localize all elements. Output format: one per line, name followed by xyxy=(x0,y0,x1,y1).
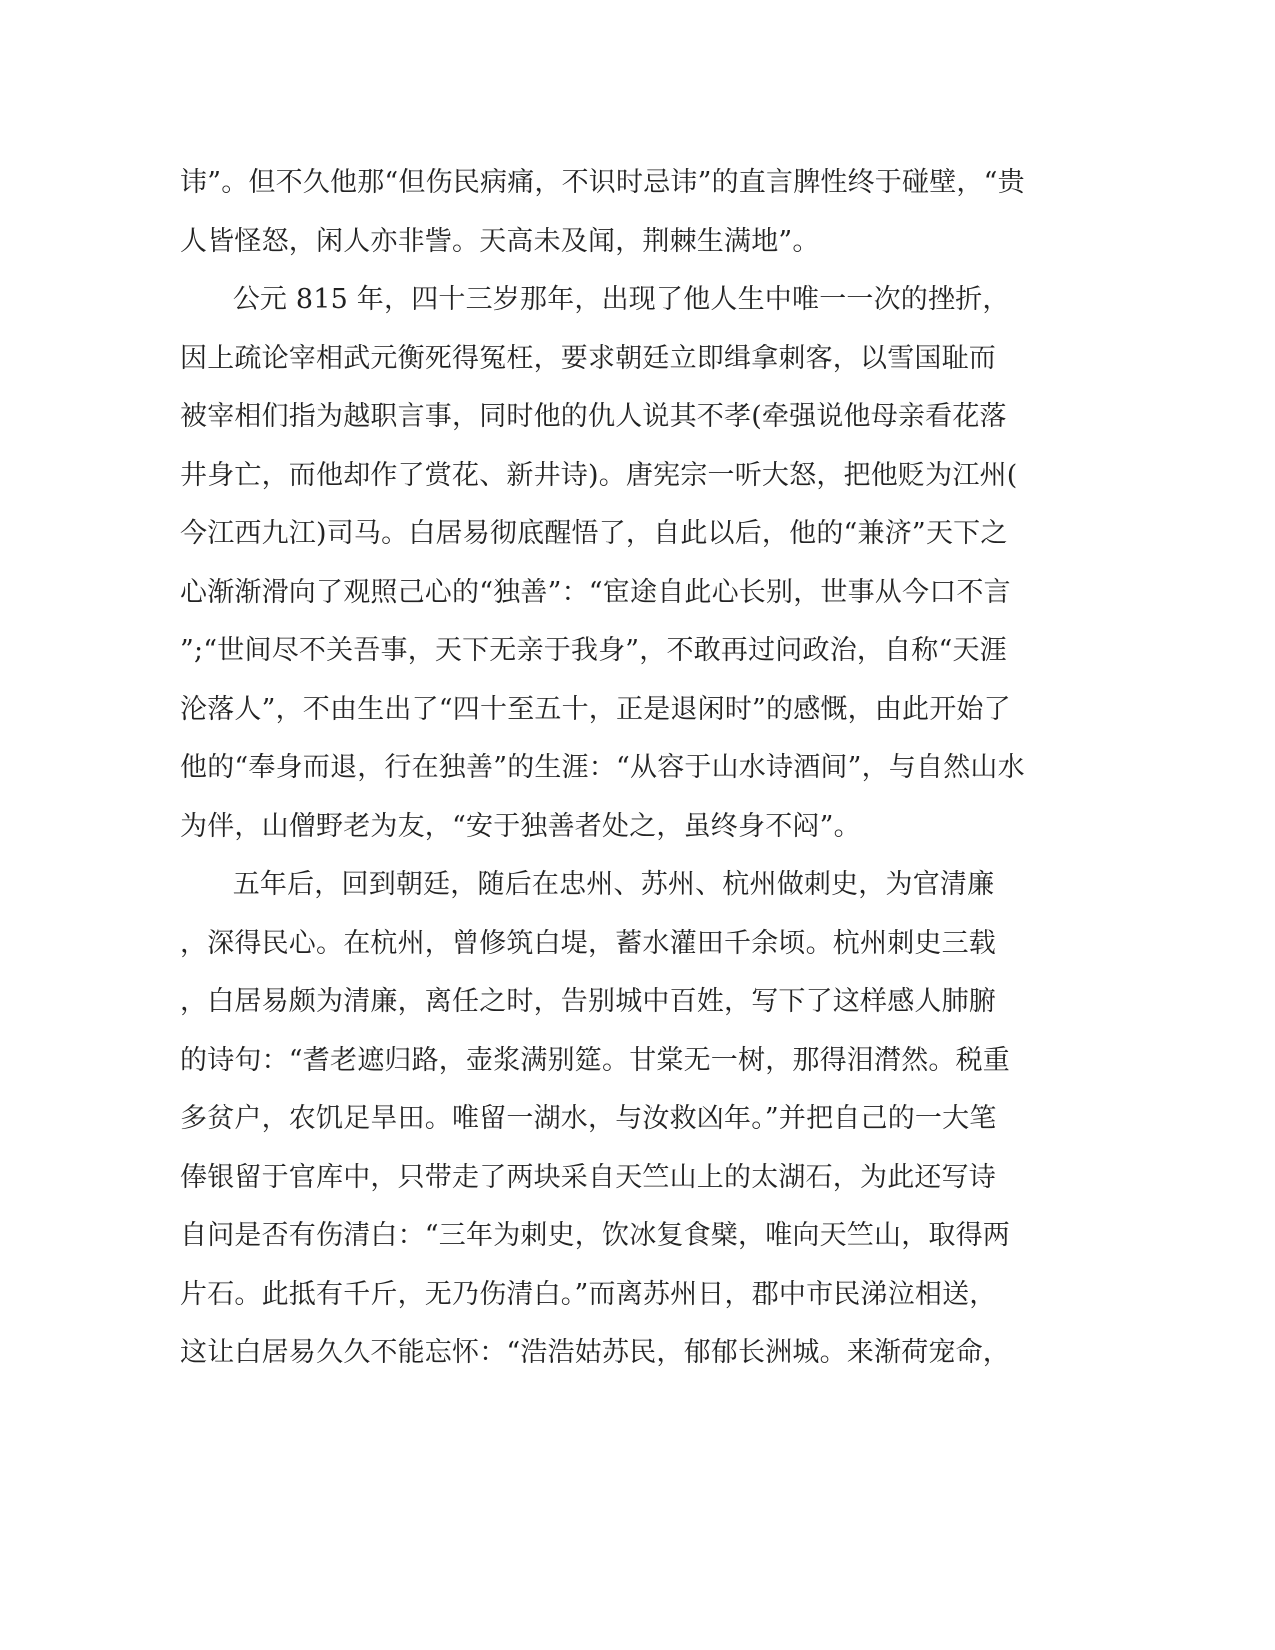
text-line: 因上疏论宰相武元衡死得冤枉，要求朝廷立即缉拿刺客，以雪国耻而 xyxy=(180,342,996,374)
body-text xyxy=(180,154,1040,1383)
text-line: 为伴，山僧野老为友，“安于独善者处之，虽终身不闷”。 xyxy=(180,810,861,842)
text-line: 片石。此抵有千斤，无乃伤清白。”而离苏州日，郡中市民涕泣相送， xyxy=(180,1278,997,1310)
text-line: 人皆怪怒，闲人亦非訾。天高未及闻，荆棘生满地”。 xyxy=(180,225,820,257)
text-line: 的诗句：“耆老遮归路，壶浆满别筵。甘棠无一树，那得泪潸然。税重 xyxy=(180,1044,1011,1076)
text-line: ，深得民心。在杭州，曾修筑白堤，蓄水灌田千余顷。杭州刺史三载 xyxy=(180,927,996,959)
text-line: 多贫户，农饥足旱田。唯留一湖水，与汝救凶年。”并把自己的一大笔 xyxy=(180,1103,997,1134)
text-line: 被宰相们指为越职言事，同时他的仇人说其不孝(牵强说他母亲看花落 xyxy=(180,401,1007,432)
text-line: 自问是否有伤清白：“三年为刺史，饮冰复食檗，唯向天竺山，取得两 xyxy=(180,1220,1011,1251)
text-line: 他的“奉身而退，行在独善”的生涯：“从容于山水诗酒间”，与自然山水 xyxy=(180,752,1025,783)
text-line: 五年后，回到朝廷，随后在忠州、苏州、杭州做刺史，为官清廉 xyxy=(180,869,995,900)
text-line: ，白居易颇为清廉，离任之时，告别城中百姓，写下了这样感人肺腑 xyxy=(180,986,996,1017)
text-line: 这让白居易久久不能忘怀：“浩浩姑苏民，郁郁长洲城。来渐荷宠命， xyxy=(180,1337,1011,1368)
text-line: 公元 815 年，四十三岁那年，出现了他人生中唯一一次的挫折， xyxy=(180,284,1010,315)
text-line: ”;“世间尽不关吾事，天下无亲于我身”，不敢再过问政治，自称“天涯 xyxy=(180,635,1007,666)
text-line: 讳”。但不久他那“但伤民病痛，不识时忌讳”的直言脾性终于碰壁，“贵 xyxy=(180,167,1025,198)
text-line: 沦落人”，不由生出了“四十至五十，正是退闲时”的感慨，由此开始了 xyxy=(180,693,1011,725)
text-line: 心渐渐滑向了观照己心的“独善”：“宦途自此心长别，世事从今口不言 xyxy=(180,576,1011,608)
text-line: 俸银留于官库中，只带走了两块采自天竺山上的太湖石，为此还写诗 xyxy=(180,1161,996,1193)
text-line: 今江西九江)司马。白居易彻底醒悟了，自此以后，他的“兼济”天下之 xyxy=(180,518,1008,549)
text-line: 井身亡，而他却作了赏花、新井诗)。唐宪宗一听大怒，把他贬为江州( xyxy=(180,459,1018,491)
